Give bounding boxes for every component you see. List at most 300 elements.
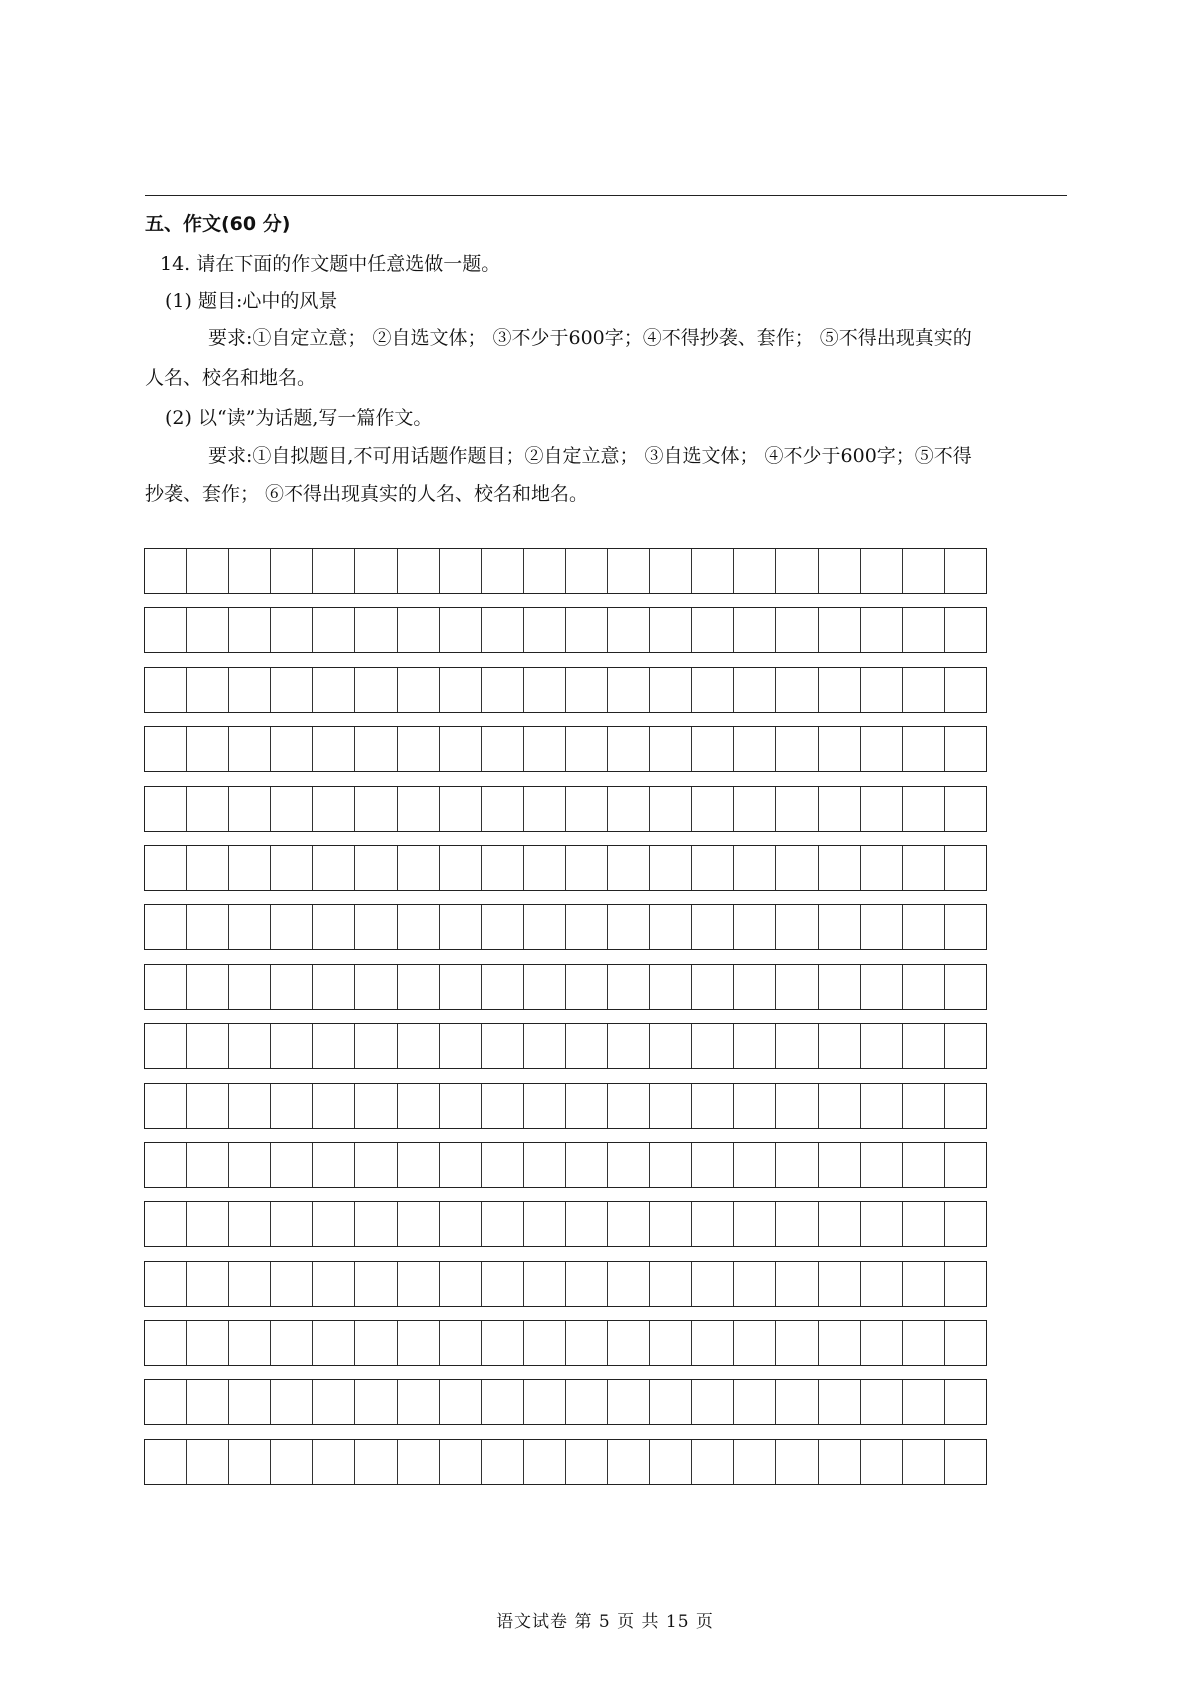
grid-cell[interactable] bbox=[776, 1380, 818, 1424]
grid-cell[interactable] bbox=[355, 1262, 397, 1306]
grid-cell[interactable] bbox=[482, 787, 524, 831]
grid-cell[interactable] bbox=[608, 965, 650, 1009]
grid-cell[interactable] bbox=[692, 1024, 734, 1068]
grid-cell[interactable] bbox=[355, 787, 397, 831]
grid-cell[interactable] bbox=[861, 608, 903, 652]
grid-cell[interactable] bbox=[482, 549, 524, 593]
grid-cell[interactable] bbox=[776, 1440, 818, 1484]
grid-cell[interactable] bbox=[945, 549, 986, 593]
grid-cell[interactable] bbox=[398, 1202, 440, 1246]
grid-cell[interactable] bbox=[187, 1321, 229, 1365]
grid-cell[interactable] bbox=[524, 787, 566, 831]
grid-cell[interactable] bbox=[398, 1262, 440, 1306]
grid-cell[interactable] bbox=[650, 1380, 692, 1424]
grid-cell[interactable] bbox=[440, 965, 482, 1009]
grid-cell[interactable] bbox=[271, 1202, 313, 1246]
grid-cell[interactable] bbox=[145, 608, 187, 652]
grid-cell[interactable] bbox=[271, 1440, 313, 1484]
grid-cell[interactable] bbox=[650, 1024, 692, 1068]
grid-cell[interactable] bbox=[229, 549, 271, 593]
grid-cell[interactable] bbox=[903, 1084, 945, 1128]
grid-cell[interactable] bbox=[566, 1084, 608, 1128]
grid-cell[interactable] bbox=[819, 1084, 861, 1128]
grid-cell[interactable] bbox=[187, 608, 229, 652]
grid-cell[interactable] bbox=[440, 1143, 482, 1187]
grid-cell[interactable] bbox=[187, 1024, 229, 1068]
grid-cell[interactable] bbox=[355, 1143, 397, 1187]
grid-cell[interactable] bbox=[861, 1143, 903, 1187]
grid-cell[interactable] bbox=[819, 846, 861, 890]
grid-cell[interactable] bbox=[398, 727, 440, 771]
grid-cell[interactable] bbox=[650, 965, 692, 1009]
grid-cell[interactable] bbox=[145, 846, 187, 890]
grid-cell[interactable] bbox=[608, 846, 650, 890]
grid-cell[interactable] bbox=[566, 608, 608, 652]
grid-cell[interactable] bbox=[776, 608, 818, 652]
grid-cell[interactable] bbox=[440, 1084, 482, 1128]
grid-cell[interactable] bbox=[945, 1202, 986, 1246]
grid-cell[interactable] bbox=[776, 727, 818, 771]
grid-cell[interactable] bbox=[903, 1380, 945, 1424]
grid-cell[interactable] bbox=[229, 787, 271, 831]
grid-cell[interactable] bbox=[482, 905, 524, 949]
grid-cell[interactable] bbox=[187, 668, 229, 712]
grid-cell[interactable] bbox=[945, 608, 986, 652]
grid-cell[interactable] bbox=[692, 549, 734, 593]
grid-cell[interactable] bbox=[776, 1262, 818, 1306]
grid-cell[interactable] bbox=[903, 549, 945, 593]
grid-cell[interactable] bbox=[566, 787, 608, 831]
grid-cell[interactable] bbox=[692, 1262, 734, 1306]
grid-cell[interactable] bbox=[482, 608, 524, 652]
grid-cell[interactable] bbox=[145, 1084, 187, 1128]
grid-cell[interactable] bbox=[313, 727, 355, 771]
grid-cell[interactable] bbox=[145, 1262, 187, 1306]
grid-cell[interactable] bbox=[524, 1024, 566, 1068]
grid-cell[interactable] bbox=[355, 1202, 397, 1246]
grid-cell[interactable] bbox=[861, 727, 903, 771]
grid-cell[interactable] bbox=[692, 905, 734, 949]
grid-cell[interactable] bbox=[692, 668, 734, 712]
grid-cell[interactable] bbox=[271, 787, 313, 831]
grid-cell[interactable] bbox=[819, 787, 861, 831]
grid-cell[interactable] bbox=[313, 1262, 355, 1306]
grid-cell[interactable] bbox=[313, 1321, 355, 1365]
grid-cell[interactable] bbox=[692, 965, 734, 1009]
grid-cell[interactable] bbox=[482, 1024, 524, 1068]
grid-cell[interactable] bbox=[440, 1440, 482, 1484]
grid-cell[interactable] bbox=[229, 965, 271, 1009]
grid-cell[interactable] bbox=[734, 1084, 776, 1128]
grid-cell[interactable] bbox=[776, 846, 818, 890]
grid-cell[interactable] bbox=[903, 787, 945, 831]
grid-cell[interactable] bbox=[608, 1262, 650, 1306]
grid-cell[interactable] bbox=[524, 905, 566, 949]
grid-cell[interactable] bbox=[903, 846, 945, 890]
grid-cell[interactable] bbox=[566, 965, 608, 1009]
grid-cell[interactable] bbox=[229, 727, 271, 771]
grid-cell[interactable] bbox=[776, 668, 818, 712]
grid-cell[interactable] bbox=[861, 668, 903, 712]
grid-cell[interactable] bbox=[608, 668, 650, 712]
grid-cell[interactable] bbox=[313, 1143, 355, 1187]
grid-cell[interactable] bbox=[692, 1321, 734, 1365]
grid-cell[interactable] bbox=[566, 1024, 608, 1068]
grid-cell[interactable] bbox=[271, 1024, 313, 1068]
grid-cell[interactable] bbox=[692, 1084, 734, 1128]
grid-cell[interactable] bbox=[692, 608, 734, 652]
grid-cell[interactable] bbox=[524, 608, 566, 652]
grid-cell[interactable] bbox=[187, 1440, 229, 1484]
grid-cell[interactable] bbox=[903, 1143, 945, 1187]
grid-cell[interactable] bbox=[819, 727, 861, 771]
grid-cell[interactable] bbox=[734, 1262, 776, 1306]
grid-cell[interactable] bbox=[819, 965, 861, 1009]
grid-cell[interactable] bbox=[271, 1380, 313, 1424]
grid-cell[interactable] bbox=[650, 608, 692, 652]
grid-cell[interactable] bbox=[398, 1024, 440, 1068]
grid-cell[interactable] bbox=[313, 668, 355, 712]
grid-cell[interactable] bbox=[945, 1143, 986, 1187]
grid-cell[interactable] bbox=[819, 608, 861, 652]
grid-cell[interactable] bbox=[819, 1262, 861, 1306]
grid-cell[interactable] bbox=[482, 727, 524, 771]
grid-cell[interactable] bbox=[903, 1262, 945, 1306]
grid-cell[interactable] bbox=[524, 1380, 566, 1424]
grid-cell[interactable] bbox=[440, 608, 482, 652]
grid-cell[interactable] bbox=[819, 549, 861, 593]
grid-cell[interactable] bbox=[734, 668, 776, 712]
grid-cell[interactable] bbox=[229, 1084, 271, 1128]
grid-cell[interactable] bbox=[734, 1321, 776, 1365]
grid-cell[interactable] bbox=[271, 1321, 313, 1365]
grid-cell[interactable] bbox=[566, 1321, 608, 1365]
grid-cell[interactable] bbox=[145, 1321, 187, 1365]
grid-cell[interactable] bbox=[861, 1084, 903, 1128]
grid-cell[interactable] bbox=[566, 727, 608, 771]
grid-cell[interactable] bbox=[187, 787, 229, 831]
grid-cell[interactable] bbox=[861, 787, 903, 831]
grid-cell[interactable] bbox=[398, 608, 440, 652]
grid-cell[interactable] bbox=[440, 1380, 482, 1424]
grid-cell[interactable] bbox=[145, 965, 187, 1009]
grid-cell[interactable] bbox=[229, 1024, 271, 1068]
grid-cell[interactable] bbox=[145, 905, 187, 949]
grid-cell[interactable] bbox=[355, 1440, 397, 1484]
grid-cell[interactable] bbox=[692, 846, 734, 890]
grid-cell[interactable] bbox=[945, 1024, 986, 1068]
grid-cell[interactable] bbox=[776, 1321, 818, 1365]
grid-cell[interactable] bbox=[776, 1202, 818, 1246]
grid-cell[interactable] bbox=[524, 1084, 566, 1128]
grid-cell[interactable] bbox=[734, 905, 776, 949]
grid-cell[interactable] bbox=[903, 1321, 945, 1365]
grid-cell[interactable] bbox=[271, 1262, 313, 1306]
grid-cell[interactable] bbox=[355, 846, 397, 890]
grid-cell[interactable] bbox=[861, 1321, 903, 1365]
grid-cell[interactable] bbox=[440, 549, 482, 593]
grid-cell[interactable] bbox=[271, 1084, 313, 1128]
grid-cell[interactable] bbox=[819, 668, 861, 712]
grid-cell[interactable] bbox=[187, 1380, 229, 1424]
grid-cell[interactable] bbox=[145, 1202, 187, 1246]
grid-cell[interactable] bbox=[145, 1440, 187, 1484]
grid-cell[interactable] bbox=[271, 668, 313, 712]
grid-cell[interactable] bbox=[398, 846, 440, 890]
grid-cell[interactable] bbox=[734, 608, 776, 652]
grid-cell[interactable] bbox=[145, 727, 187, 771]
grid-cell[interactable] bbox=[650, 1202, 692, 1246]
grid-cell[interactable] bbox=[945, 727, 986, 771]
grid-cell[interactable] bbox=[650, 1321, 692, 1365]
grid-cell[interactable] bbox=[229, 1143, 271, 1187]
grid-cell[interactable] bbox=[861, 1202, 903, 1246]
grid-cell[interactable] bbox=[734, 1380, 776, 1424]
grid-cell[interactable] bbox=[861, 965, 903, 1009]
grid-cell[interactable] bbox=[945, 1380, 986, 1424]
grid-cell[interactable] bbox=[482, 1440, 524, 1484]
grid-cell[interactable] bbox=[692, 787, 734, 831]
grid-cell[interactable] bbox=[692, 727, 734, 771]
grid-cell[interactable] bbox=[440, 787, 482, 831]
grid-cell[interactable] bbox=[903, 1202, 945, 1246]
grid-cell[interactable] bbox=[187, 905, 229, 949]
grid-cell[interactable] bbox=[692, 1143, 734, 1187]
grid-cell[interactable] bbox=[145, 668, 187, 712]
grid-cell[interactable] bbox=[776, 1084, 818, 1128]
grid-cell[interactable] bbox=[861, 846, 903, 890]
grid-cell[interactable] bbox=[482, 1202, 524, 1246]
grid-cell[interactable] bbox=[187, 846, 229, 890]
grid-cell[interactable] bbox=[608, 608, 650, 652]
grid-cell[interactable] bbox=[819, 1440, 861, 1484]
grid-cell[interactable] bbox=[945, 787, 986, 831]
grid-cell[interactable] bbox=[734, 1202, 776, 1246]
grid-cell[interactable] bbox=[608, 1024, 650, 1068]
grid-cell[interactable] bbox=[313, 1084, 355, 1128]
grid-cell[interactable] bbox=[440, 668, 482, 712]
grid-cell[interactable] bbox=[734, 965, 776, 1009]
grid-cell[interactable] bbox=[355, 1321, 397, 1365]
grid-cell[interactable] bbox=[819, 1321, 861, 1365]
grid-cell[interactable] bbox=[229, 668, 271, 712]
grid-cell[interactable] bbox=[819, 1143, 861, 1187]
grid-cell[interactable] bbox=[313, 1440, 355, 1484]
grid-cell[interactable] bbox=[734, 549, 776, 593]
grid-cell[interactable] bbox=[608, 1143, 650, 1187]
grid-cell[interactable] bbox=[145, 549, 187, 593]
grid-cell[interactable] bbox=[650, 1143, 692, 1187]
grid-cell[interactable] bbox=[650, 905, 692, 949]
grid-cell[interactable] bbox=[861, 1440, 903, 1484]
grid-cell[interactable] bbox=[608, 1084, 650, 1128]
grid-cell[interactable] bbox=[355, 549, 397, 593]
grid-cell[interactable] bbox=[229, 608, 271, 652]
grid-cell[interactable] bbox=[398, 1321, 440, 1365]
grid-cell[interactable] bbox=[271, 905, 313, 949]
grid-cell[interactable] bbox=[566, 1380, 608, 1424]
grid-cell[interactable] bbox=[566, 905, 608, 949]
grid-cell[interactable] bbox=[776, 965, 818, 1009]
grid-cell[interactable] bbox=[355, 727, 397, 771]
grid-cell[interactable] bbox=[440, 1202, 482, 1246]
grid-cell[interactable] bbox=[861, 1380, 903, 1424]
grid-cell[interactable] bbox=[145, 1024, 187, 1068]
grid-cell[interactable] bbox=[524, 1202, 566, 1246]
grid-cell[interactable] bbox=[271, 608, 313, 652]
grid-cell[interactable] bbox=[313, 846, 355, 890]
grid-cell[interactable] bbox=[524, 727, 566, 771]
grid-cell[interactable] bbox=[524, 668, 566, 712]
grid-cell[interactable] bbox=[398, 905, 440, 949]
grid-cell[interactable] bbox=[566, 1202, 608, 1246]
grid-cell[interactable] bbox=[608, 905, 650, 949]
grid-cell[interactable] bbox=[903, 905, 945, 949]
grid-cell[interactable] bbox=[945, 846, 986, 890]
grid-cell[interactable] bbox=[945, 1440, 986, 1484]
grid-cell[interactable] bbox=[187, 1084, 229, 1128]
grid-cell[interactable] bbox=[355, 1084, 397, 1128]
grid-cell[interactable] bbox=[734, 1143, 776, 1187]
grid-cell[interactable] bbox=[692, 1202, 734, 1246]
grid-cell[interactable] bbox=[313, 1024, 355, 1068]
grid-cell[interactable] bbox=[398, 1380, 440, 1424]
grid-cell[interactable] bbox=[903, 1024, 945, 1068]
grid-cell[interactable] bbox=[482, 668, 524, 712]
grid-cell[interactable] bbox=[776, 549, 818, 593]
grid-cell[interactable] bbox=[734, 1024, 776, 1068]
grid-cell[interactable] bbox=[355, 668, 397, 712]
grid-cell[interactable] bbox=[524, 1143, 566, 1187]
grid-cell[interactable] bbox=[440, 727, 482, 771]
grid-cell[interactable] bbox=[524, 549, 566, 593]
grid-cell[interactable] bbox=[398, 965, 440, 1009]
grid-cell[interactable] bbox=[608, 1380, 650, 1424]
grid-cell[interactable] bbox=[271, 549, 313, 593]
grid-cell[interactable] bbox=[524, 965, 566, 1009]
grid-cell[interactable] bbox=[692, 1440, 734, 1484]
grid-cell[interactable] bbox=[566, 1440, 608, 1484]
grid-cell[interactable] bbox=[355, 965, 397, 1009]
grid-cell[interactable] bbox=[650, 787, 692, 831]
grid-cell[interactable] bbox=[608, 727, 650, 771]
grid-cell[interactable] bbox=[482, 1143, 524, 1187]
grid-cell[interactable] bbox=[566, 1262, 608, 1306]
grid-cell[interactable] bbox=[145, 1143, 187, 1187]
grid-cell[interactable] bbox=[819, 1024, 861, 1068]
grid-cell[interactable] bbox=[861, 549, 903, 593]
grid-cell[interactable] bbox=[692, 1380, 734, 1424]
grid-cell[interactable] bbox=[945, 905, 986, 949]
grid-cell[interactable] bbox=[187, 727, 229, 771]
grid-cell[interactable] bbox=[650, 846, 692, 890]
grid-cell[interactable] bbox=[229, 905, 271, 949]
grid-cell[interactable] bbox=[524, 1262, 566, 1306]
grid-cell[interactable] bbox=[819, 1380, 861, 1424]
grid-cell[interactable] bbox=[355, 608, 397, 652]
grid-cell[interactable] bbox=[229, 1440, 271, 1484]
grid-cell[interactable] bbox=[398, 549, 440, 593]
grid-cell[interactable] bbox=[313, 549, 355, 593]
grid-cell[interactable] bbox=[271, 846, 313, 890]
grid-cell[interactable] bbox=[440, 905, 482, 949]
grid-cell[interactable] bbox=[398, 1440, 440, 1484]
grid-cell[interactable] bbox=[903, 608, 945, 652]
grid-cell[interactable] bbox=[440, 1024, 482, 1068]
grid-cell[interactable] bbox=[861, 1262, 903, 1306]
grid-cell[interactable] bbox=[398, 787, 440, 831]
grid-cell[interactable] bbox=[440, 1321, 482, 1365]
grid-cell[interactable] bbox=[355, 1380, 397, 1424]
grid-cell[interactable] bbox=[355, 1024, 397, 1068]
grid-cell[interactable] bbox=[398, 1143, 440, 1187]
grid-cell[interactable] bbox=[524, 1321, 566, 1365]
grid-cell[interactable] bbox=[482, 1380, 524, 1424]
grid-cell[interactable] bbox=[271, 965, 313, 1009]
grid-cell[interactable] bbox=[313, 1380, 355, 1424]
grid-cell[interactable] bbox=[608, 1440, 650, 1484]
grid-cell[interactable] bbox=[566, 668, 608, 712]
grid-cell[interactable] bbox=[903, 668, 945, 712]
grid-cell[interactable] bbox=[945, 1321, 986, 1365]
grid-cell[interactable] bbox=[650, 1440, 692, 1484]
grid-cell[interactable] bbox=[187, 549, 229, 593]
grid-cell[interactable] bbox=[945, 965, 986, 1009]
grid-cell[interactable] bbox=[229, 1202, 271, 1246]
grid-cell[interactable] bbox=[945, 668, 986, 712]
grid-cell[interactable] bbox=[903, 1440, 945, 1484]
grid-cell[interactable] bbox=[355, 905, 397, 949]
grid-cell[interactable] bbox=[187, 1143, 229, 1187]
grid-cell[interactable] bbox=[819, 1202, 861, 1246]
grid-cell[interactable] bbox=[608, 1321, 650, 1365]
grid-cell[interactable] bbox=[903, 965, 945, 1009]
grid-cell[interactable] bbox=[229, 1321, 271, 1365]
grid-cell[interactable] bbox=[398, 668, 440, 712]
grid-cell[interactable] bbox=[145, 1380, 187, 1424]
grid-cell[interactable] bbox=[650, 727, 692, 771]
grid-cell[interactable] bbox=[313, 787, 355, 831]
grid-cell[interactable] bbox=[776, 905, 818, 949]
grid-cell[interactable] bbox=[861, 905, 903, 949]
grid-cell[interactable] bbox=[482, 1321, 524, 1365]
grid-cell[interactable] bbox=[734, 787, 776, 831]
grid-cell[interactable] bbox=[650, 549, 692, 593]
grid-cell[interactable] bbox=[524, 846, 566, 890]
grid-cell[interactable] bbox=[945, 1262, 986, 1306]
grid-cell[interactable] bbox=[313, 965, 355, 1009]
grid-cell[interactable] bbox=[650, 1084, 692, 1128]
grid-cell[interactable] bbox=[776, 1024, 818, 1068]
grid-cell[interactable] bbox=[566, 549, 608, 593]
grid-cell[interactable] bbox=[776, 787, 818, 831]
grid-cell[interactable] bbox=[608, 787, 650, 831]
grid-cell[interactable] bbox=[145, 787, 187, 831]
grid-cell[interactable] bbox=[440, 846, 482, 890]
grid-cell[interactable] bbox=[187, 1202, 229, 1246]
grid-cell[interactable] bbox=[566, 846, 608, 890]
grid-cell[interactable] bbox=[650, 1262, 692, 1306]
grid-cell[interactable] bbox=[776, 1143, 818, 1187]
grid-cell[interactable] bbox=[650, 668, 692, 712]
grid-cell[interactable] bbox=[187, 965, 229, 1009]
grid-cell[interactable] bbox=[271, 727, 313, 771]
grid-cell[interactable] bbox=[229, 1262, 271, 1306]
grid-cell[interactable] bbox=[819, 905, 861, 949]
grid-cell[interactable] bbox=[524, 1440, 566, 1484]
grid-cell[interactable] bbox=[608, 1202, 650, 1246]
grid-cell[interactable] bbox=[903, 727, 945, 771]
